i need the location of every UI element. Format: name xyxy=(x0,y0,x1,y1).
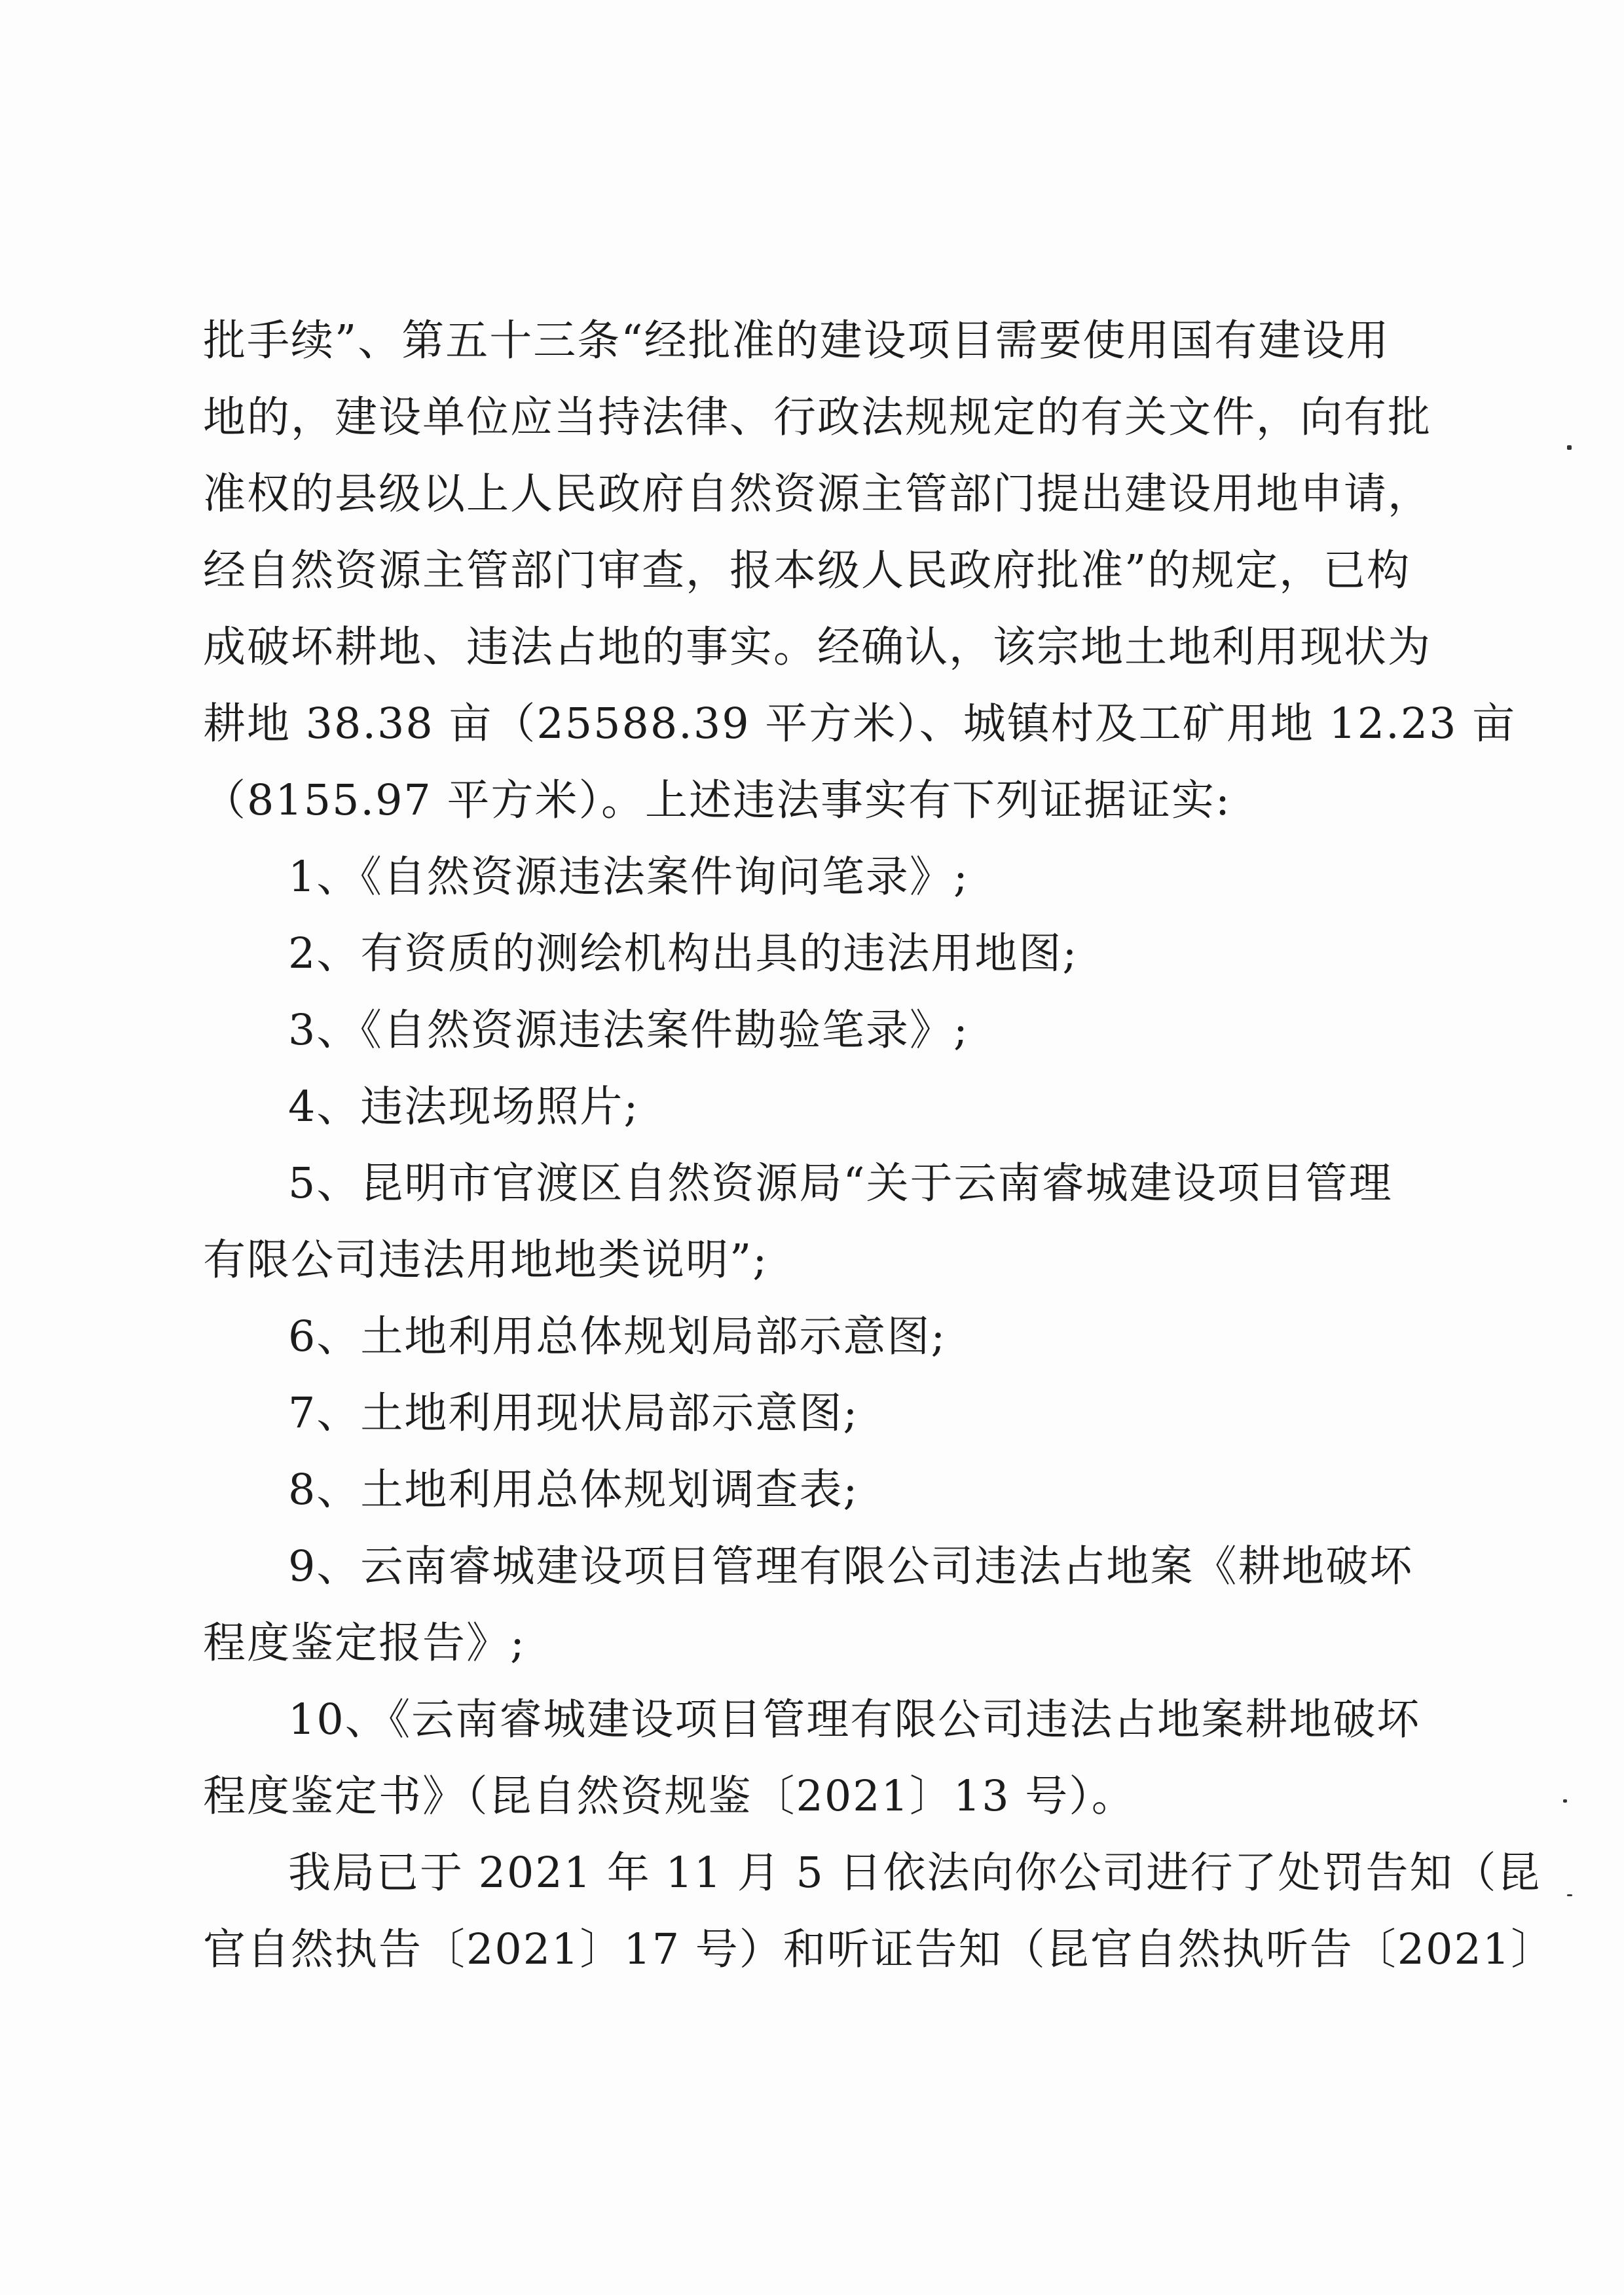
text-line: （8155.97 平方米）。上述违法事实有下列证据证实: xyxy=(203,776,1231,825)
scan-speck xyxy=(1567,1894,1572,1896)
evidence-item-1: 1、《自然资源违法案件询问笔录》; xyxy=(288,853,969,902)
text-line: 成破坏耕地、违法占地的事实。经确认，该宗地土地利用现状为 xyxy=(203,623,1432,672)
evidence-item-10: 10、《云南睿城建设项目管理有限公司违法占地案耕地破坏 xyxy=(288,1695,1421,1744)
evidence-item-3: 3、《自然资源违法案件勘验笔录》; xyxy=(288,1006,969,1055)
text-line: 耕地 38.38 亩（25588.39 平方米）、城镇村及工矿用地 12.23 亩 xyxy=(203,699,1517,748)
notice-paragraph: 我局已于 2021 年 11 月 5 日依法向你公司进行了处罚告知（昆 xyxy=(288,1848,1541,1898)
evidence-item-6: 6、土地利用总体规划局部示意图; xyxy=(288,1312,947,1361)
evidence-item-5-cont: 有限公司违法用地地类说明”; xyxy=(203,1236,769,1285)
scan-speck xyxy=(1567,445,1572,450)
text-line: 地的，建设单位应当持法律、行政法规规定的有关文件，向有批 xyxy=(203,393,1432,442)
text-line: 经自然资源主管部门审查，报本级人民政府批准”的规定，已构 xyxy=(203,546,1411,595)
evidence-item-8: 8、土地利用总体规划调查表; xyxy=(288,1465,859,1515)
evidence-item-9: 9、云南睿城建设项目管理有限公司违法占地案《耕地破坏 xyxy=(288,1542,1414,1591)
text-line: 批手续”、第五十三条“经批准的建设项目需要使用国有建设用 xyxy=(203,316,1390,365)
evidence-item-9-cont: 程度鉴定报告》; xyxy=(203,1619,526,1668)
evidence-item-10-cont: 程度鉴定书》（昆自然资规鉴〔2021〕13 号）。 xyxy=(203,1772,1135,1821)
evidence-item-4: 4、违法现场照片; xyxy=(288,1082,640,1131)
body-text xyxy=(203,303,1555,1988)
notice-paragraph-cont: 官自然执告〔2021〕17 号）和听证告知（昆官自然执听告〔2021〕 xyxy=(203,1925,1555,1974)
scan-speck xyxy=(1563,1799,1567,1803)
text-line: 准权的县级以上人民政府自然资源主管部门提出建设用地申请， xyxy=(203,469,1432,519)
evidence-item-7: 7、土地利用现状局部示意图; xyxy=(288,1389,859,1438)
evidence-item-2: 2、有资质的测绘机构出具的违法用地图; xyxy=(288,929,1079,978)
evidence-item-5: 5、昆明市官渡区自然资源局“关于云南睿城建设项目管理 xyxy=(288,1159,1393,1208)
